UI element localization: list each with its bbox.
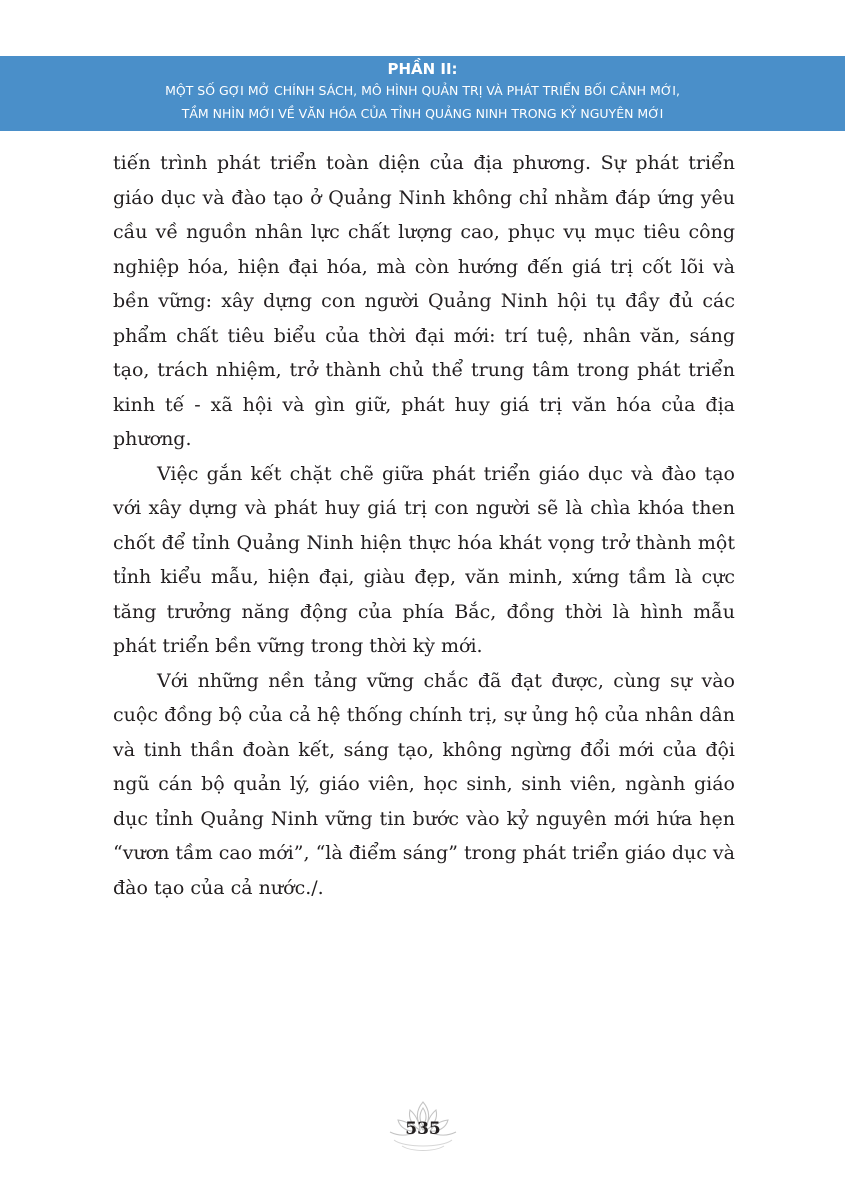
- part-title: PHẦN II:: [387, 60, 458, 78]
- part-subtitle-line-1: MỘT SỐ GỢI MỞ CHÍNH SÁCH, MÔ HÌNH QUẢN TRỊ VÀ PHÁT TRIỂN BỐI CẢNH MỚI,: [165, 83, 680, 98]
- paragraph-conclusion: Với những nền tảng vững chắc đã đạt được, cùng sự vào cuộc đồng bộ của cả hệ thống chính trị, sự ủng hộ của nhân dân và tinh thần đoàn kết, sáng tạo, không ngừng đổi mới của đội ngũ cán bộ quản lý, giáo viên, học sinh, sinh viên, ngành giáo dục tỉnh Quảng Ninh vững tin bước vào kỷ nguyên mới hứa hẹn “vươn tầm cao mới”, “là điểm sáng” trong phát triển giáo dục và đào tạo của cả nước./.: [113, 669, 735, 899]
- page-number: 535: [405, 1119, 441, 1139]
- part-subtitle-line-2: TẦM NHÌN MỚI VỀ VĂN HÓA CỦA TỈNH QUẢNG NINH TRONG KỶ NGUYÊN MỚI: [181, 106, 664, 121]
- paragraph-education-link: Việc gắn kết chặt chẽ giữa phát triển giáo dục và đào tạo với xây dựng và phát huy giá trị con người sẽ là chìa khóa then chốt để tỉnh Quảng Ninh hiện thực hóa khát vọng trở thành một tỉnh kiểu mẫu, hiện đại, giàu đẹp, văn minh, xứng tầm là cực tăng trưởng năng động của phía Bắc, đồng thời là hình mẫu phát triển bền vững trong thời kỳ mới.: [113, 462, 735, 657]
- paragraph-continuation: tiến trình phát triển toàn diện của địa phương. Sự phát triển giáo dục và đào tạo ở Quảng Ninh không chỉ nhằm đáp ứng yêu cầu về nguồn nhân lực chất lượng cao, phục vụ mục tiêu công nghiệp hóa, hiện đại hóa, mà còn hướng đến giá trị cốt lõi và bền vững: xây dựng con người Quảng Ninh hội tụ đầy đủ các phẩm chất tiêu biểu của thời đại mới: trí tuệ, nhân văn, sáng tạo, trách nhiệm, trở thành chủ thể trung tâm trong phát triển kinh tế - xã hội và gìn giữ, phát huy giá trị văn hóa của địa phương.: [113, 152, 735, 450]
- page-body-text: [113, 146, 735, 905]
- chapter-header-band: [0, 56, 845, 131]
